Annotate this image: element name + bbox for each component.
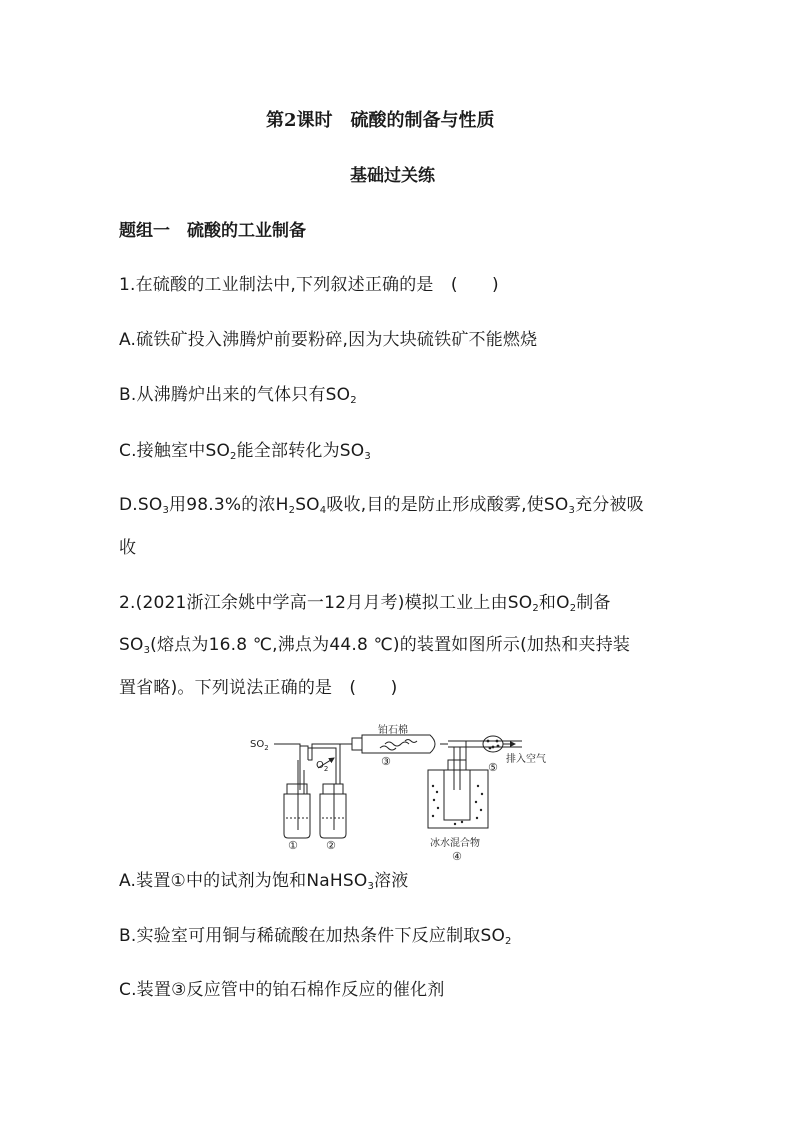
section-subtitle: 基础过关练	[350, 166, 435, 186]
question-2-stem-line1: 2.(2021浙江余姚中学高一12月月考)模拟工业上由$SO_2$和$O_2$制备	[119, 593, 611, 614]
question-1-option-b: B.从沸腾炉出来的气体只有$SO_2$	[119, 385, 357, 406]
ice-water-label: 冰水混合物	[430, 838, 480, 849]
question-2-option-c: C.装置③反应管中的铂石棉作反应的催化剂	[119, 980, 445, 1000]
wash-bottle-1	[284, 760, 310, 838]
question-1-option-d-continued: 收	[119, 538, 137, 558]
o2-label: $O_2$	[316, 760, 329, 773]
question-1-stem: 1.在硫酸的工业制法中,下列叙述正确的是 ( )	[119, 275, 499, 295]
so2-inlet-tube	[274, 744, 300, 790]
reaction-tube	[344, 735, 448, 753]
page-title: 第2课时 硫酸的制备与性质	[266, 110, 495, 131]
collection-flask	[428, 747, 488, 828]
question-2-option-a: A.装置①中的试剂为饱和NaHSO$_3$溶液	[119, 871, 409, 892]
group-heading: 题组一 硫酸的工业制备	[119, 221, 306, 241]
label-4: ④	[452, 850, 462, 863]
label-3: ③	[381, 755, 391, 768]
question-2-stem-line3: 置省略)。下列说法正确的是 ( )	[119, 678, 398, 698]
exhaust-label: 排入空气	[506, 754, 546, 765]
question-1-option-d: $D.SO_3$用98.3%的浓$H_2SO_4$吸收,目的是防止形成酸雾,使$SO_3$充分被吸	[119, 495, 644, 516]
question-2-stem-line2: $SO_3$(熔点为16.8 ℃,沸点为44.8 ℃)的装置如图所示(加热和夹持装	[119, 635, 631, 656]
question-2-option-b: B.实验室可用铜与稀硫酸在加热条件下反应制取$SO_2$	[119, 926, 512, 947]
question-1-option-c: C.接触室中$SO_2$能全部转化为$SO_3$	[119, 441, 371, 462]
wash-bottle-2	[320, 784, 346, 838]
asbestos-label: 铂石棉	[378, 725, 408, 736]
label-5: ⑤	[488, 761, 498, 774]
connecting-tube	[308, 744, 340, 784]
label-2: ②	[326, 839, 336, 852]
question-1-option-a: A.硫铁矿投入沸腾炉前要粉碎,因为大块硫铁矿不能燃烧	[119, 330, 538, 350]
drying-tube	[466, 736, 515, 752]
so2-label: $SO_2$	[250, 739, 269, 752]
label-1: ①	[288, 839, 298, 852]
